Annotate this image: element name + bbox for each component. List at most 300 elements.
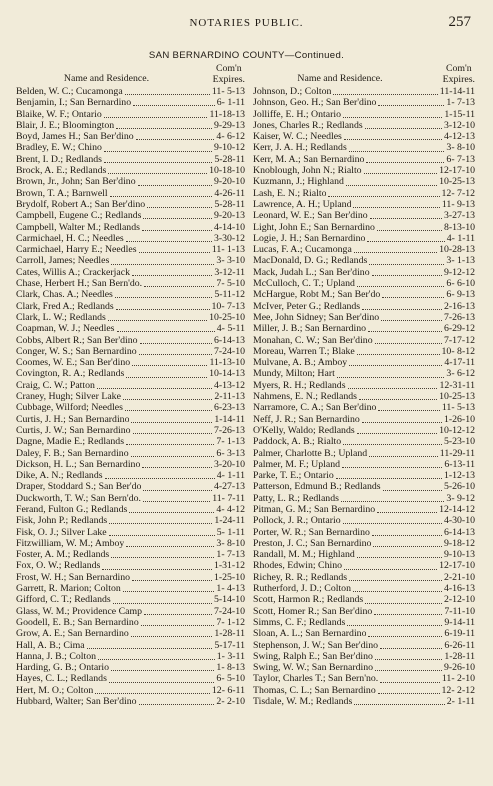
- notary-name-residence: Jolliffe, E. H.; Ontario: [253, 108, 341, 120]
- dot-leader: [337, 375, 445, 378]
- notary-name-residence: Clark, Chas. A.; Needles: [16, 289, 113, 301]
- notary-name-residence: Tisdale, W. M.; Redlands: [253, 696, 353, 708]
- dot-leader: [113, 601, 212, 604]
- notary-entry: [16, 368, 245, 379]
- notary-name-residence: Fox, O. W.; Redlands: [16, 560, 101, 572]
- notary-name-residence: Curtis, J. H.; San Bernardino: [16, 413, 130, 425]
- dot-leader: [139, 702, 215, 705]
- commission-expires-date: 6-26-11: [444, 639, 475, 651]
- dot-leader: [143, 488, 212, 491]
- notary-entry: [253, 131, 475, 142]
- notary-entry: [253, 86, 475, 97]
- notary-entry: [253, 176, 475, 187]
- commission-expires-date: 3- 6-12: [446, 368, 475, 380]
- commission-expires-date: 3-27-13: [443, 210, 475, 222]
- dot-leader: [139, 352, 212, 355]
- commission-expires-date: 3- 9-12: [446, 492, 475, 504]
- notary-name-residence: McCulloch, C. T.; Upland: [253, 278, 355, 290]
- notary-entry: [16, 391, 245, 402]
- dot-leader: [126, 375, 207, 378]
- commission-expires-date: 1-28-11: [214, 628, 245, 640]
- notary-entry: [16, 402, 245, 413]
- notary-entry: [16, 662, 245, 673]
- dot-leader: [333, 92, 437, 95]
- dot-leader: [131, 454, 215, 457]
- dot-leader: [147, 205, 212, 208]
- dot-leader: [116, 307, 210, 310]
- commission-expires-date: 2-12-10: [443, 594, 475, 606]
- dot-leader: [342, 465, 442, 468]
- dot-leader: [115, 295, 212, 298]
- notary-name-residence: Dagne, Madie E.; Redlands: [16, 436, 125, 448]
- notary-entry: [16, 515, 245, 526]
- commission-expires-date: 4-30-10: [443, 515, 475, 527]
- notary-name-residence: Mulvane, A. B.; Amboy: [253, 357, 348, 369]
- dot-leader: [369, 454, 438, 457]
- notary-name-residence: Palmer, Charlotte B.; Upland: [253, 447, 368, 459]
- commission-expires-date: 11- 9-13: [441, 198, 475, 210]
- dot-leader: [362, 420, 442, 423]
- notary-name-residence: McHargue, Robt M.; San Ber'do: [253, 289, 381, 301]
- notary-entry: [16, 289, 245, 300]
- notary-entry: [253, 594, 475, 605]
- commission-expires-date: 1- 7-13: [216, 549, 245, 561]
- notary-name-residence: Porter, W. R.; San Bernardino: [253, 526, 370, 538]
- dot-leader: [111, 555, 214, 558]
- notary-name-residence: Palmer, M. F.; Upland: [253, 458, 340, 470]
- notary-entry: [253, 312, 475, 323]
- commission-expires-date: 5-17-11: [214, 639, 245, 651]
- dot-leader: [349, 149, 445, 152]
- notary-name-residence: Mee, John Sidney; San Ber'dino: [253, 311, 380, 323]
- dot-leader: [131, 420, 212, 423]
- notary-entry: [253, 289, 475, 300]
- dot-leader: [131, 634, 213, 637]
- dot-leader: [133, 431, 212, 434]
- notary-entry: [16, 188, 245, 199]
- notary-entry: [16, 640, 245, 651]
- dot-leader: [377, 510, 437, 513]
- notary-name-residence: Neff, J. R.; San Bernardino: [253, 413, 360, 425]
- commission-expires-date: 6- 3-13: [216, 447, 245, 459]
- dot-leader: [125, 92, 210, 95]
- dot-leader: [349, 363, 442, 366]
- commission-expires-date: 3-20-10: [213, 458, 245, 470]
- notary-entry: [253, 414, 475, 425]
- commission-expires-date: 3- 8-10: [216, 537, 245, 549]
- notary-name-residence: Rutherford, J. D.; Colton: [253, 583, 351, 595]
- dot-leader: [104, 149, 212, 152]
- notary-name-residence: Preston, J. C.; San Bernardino: [253, 537, 372, 549]
- notary-entry: [253, 244, 475, 255]
- dot-leader: [105, 476, 215, 479]
- commission-expires-date: 7- 1-13: [216, 436, 245, 448]
- dot-leader: [375, 668, 442, 671]
- notary-name-residence: Cobbs, Albert R.; San Ber'dino: [16, 334, 138, 346]
- dot-leader: [102, 567, 212, 570]
- expires-heading-line2: Expires.: [212, 73, 245, 85]
- dot-leader: [136, 137, 215, 140]
- notary-entry: [253, 448, 475, 459]
- expires-column-heading: [213, 64, 245, 85]
- commission-expires-date: 3- 8-10: [446, 142, 475, 154]
- dot-leader: [132, 273, 212, 276]
- dot-leader: [104, 115, 208, 118]
- commission-expires-date: 7-11-10: [444, 605, 475, 617]
- notary-name-residence: Nahmens, E. N.; Redlands: [253, 391, 357, 403]
- dot-leader: [370, 216, 442, 219]
- commission-expires-date: 11-18-13: [209, 108, 245, 120]
- notary-name-residence: MacDonald, D. G.; Redlands: [253, 255, 368, 267]
- notary-entry: [253, 301, 475, 312]
- dot-leader: [364, 171, 437, 174]
- notary-entry: [16, 323, 245, 334]
- notary-entry: [16, 606, 245, 617]
- notary-entry: [253, 685, 475, 696]
- dot-leader: [141, 623, 215, 626]
- notary-entry: [253, 188, 475, 199]
- notary-entry: [16, 165, 245, 176]
- notary-entry: [16, 628, 245, 639]
- commission-expires-date: 11- 2-10: [441, 673, 475, 685]
- dot-leader: [366, 160, 444, 163]
- notary-entry: [16, 527, 245, 538]
- notary-name-residence: McIver, Peter G.; Redlands: [253, 300, 361, 312]
- dot-leader: [97, 386, 212, 389]
- commission-expires-date: 9-10-13: [443, 549, 475, 561]
- notary-name-residence: Draper, Stoddard S.; San Ber'do: [16, 481, 142, 493]
- dot-leader: [374, 612, 442, 615]
- commission-expires-date: 5- 1-11: [216, 526, 245, 538]
- notary-name-residence: Monahan, C. W.; San Ber'dino: [253, 334, 373, 346]
- notary-name-residence: Lawrence, A. H.; Upland: [253, 198, 352, 210]
- notary-entry: [253, 402, 475, 413]
- notary-name-residence: Lucas, F. A.; Cucamonga: [253, 244, 352, 256]
- notary-entry: [253, 120, 475, 131]
- notary-entry: [16, 448, 245, 459]
- commission-expires-date: 11-14-11: [439, 86, 475, 97]
- dot-leader: [344, 567, 437, 570]
- commission-expires-date: 9-20-13: [213, 210, 245, 222]
- notary-name-residence: Chase, Herbert H.; San Bern'do.: [16, 278, 143, 290]
- notary-name-residence: Hayes, C. L.; Redlands: [16, 673, 107, 685]
- notary-name-residence: Cubbage, Wilford; Needles: [16, 402, 123, 414]
- dot-leader: [110, 194, 213, 197]
- notary-entry: [16, 696, 245, 707]
- commission-expires-date: 12-14-12: [439, 503, 475, 515]
- notary-entry: [253, 380, 475, 391]
- notary-entry: [253, 425, 475, 436]
- notary-name-residence: Fisk, John P.; Redlands: [16, 515, 108, 527]
- notary-entry: [253, 368, 475, 379]
- commission-expires-date: 4-12-13: [443, 131, 475, 143]
- commission-expires-date: 5-23-10: [443, 436, 475, 448]
- expires-heading-line1: Com'n: [445, 63, 472, 74]
- dot-leader: [95, 691, 210, 694]
- dot-leader: [132, 363, 207, 366]
- notary-name-residence: Patty, L. R.; Redlands: [253, 492, 339, 504]
- dot-leader: [109, 521, 212, 524]
- notary-name-residence: Craig, C. W.; Patton: [16, 379, 95, 391]
- notary-entry: [16, 481, 245, 492]
- commission-expires-date: 10-25-10: [209, 311, 245, 323]
- notary-name-residence: Foster, A. M.; Redlands: [16, 549, 110, 561]
- notary-name-residence: Glass, W. M.; Providence Camp: [16, 605, 142, 617]
- left-column-header: [16, 64, 245, 86]
- notary-entry: [16, 549, 245, 560]
- dot-leader: [109, 680, 215, 683]
- notary-name-residence: Hanna, J. B.; Colton: [16, 650, 97, 662]
- commission-expires-date: 12-17-10: [439, 560, 475, 572]
- left-column: [16, 64, 245, 707]
- notary-name-residence: Paddock, A. B.; Rialto: [253, 436, 342, 448]
- commission-expires-date: 10-12-12: [439, 424, 475, 436]
- dot-leader: [380, 680, 440, 683]
- notary-name-residence: Carmichael, H. C.; Needles: [16, 232, 124, 244]
- commission-expires-date: 1- 7-13: [446, 97, 475, 109]
- commission-expires-date: 4- 6-12: [216, 131, 245, 143]
- commission-expires-date: 7- 1-12: [216, 616, 245, 628]
- dot-leader: [123, 397, 212, 400]
- commission-expires-date: 5-26-10: [443, 481, 475, 493]
- notary-name-residence: Fisk, O. J.; Silver Lake: [16, 526, 107, 538]
- dot-leader: [354, 250, 437, 253]
- notary-entry: [16, 357, 245, 368]
- notary-name-residence: Boyd, James H.; San Ber'dino: [16, 131, 134, 143]
- notary-entry: [253, 606, 475, 617]
- dot-leader: [328, 194, 439, 197]
- commission-expires-date: 7-24-10: [213, 605, 245, 617]
- notary-name-residence: Blair, J. E.; Bloomington: [16, 119, 115, 131]
- commission-expires-date: 7-24-10: [213, 345, 245, 357]
- commission-expires-date: 5-28-11: [214, 198, 245, 210]
- commission-expires-date: 10-25-13: [439, 176, 475, 188]
- notary-entry: [253, 222, 475, 233]
- notary-name-residence: Sloan, A. L.; San Bernardino: [253, 628, 367, 640]
- commission-expires-date: 1- 8-13: [216, 662, 245, 674]
- notary-entry: [253, 504, 475, 515]
- notary-entry: [253, 481, 475, 492]
- notary-name-residence: Swing, Ralph E.; San Ber'dino: [253, 650, 373, 662]
- notary-entry: [253, 651, 475, 662]
- notary-name-residence: Frost, W. H.; San Bernardino: [16, 571, 131, 583]
- commission-expires-date: 2- 1-11: [446, 696, 475, 708]
- notary-name-residence: Parke, T. E.; Ontario: [253, 470, 334, 482]
- notary-entry: [253, 583, 475, 594]
- notary-name-residence: Bradley, E. W.; Chino: [16, 142, 102, 154]
- notary-name-residence: Garrett, R. Marion; Colton: [16, 583, 121, 595]
- notary-name-residence: Fitzwilliam, W. M.; Amboy: [16, 537, 125, 549]
- notary-entry: [16, 583, 245, 594]
- notary-name-residence: Richey, R. R.; Redlands: [253, 571, 348, 583]
- dot-leader: [111, 262, 214, 265]
- commission-expires-date: 1- 4-13: [216, 583, 245, 595]
- commission-expires-date: 11- 7-11: [212, 492, 245, 504]
- notary-entry: [16, 459, 245, 470]
- commission-expires-date: 5-28-11: [214, 153, 245, 165]
- notary-name-residence: Coomes, W. E.; San Ber'dino: [16, 357, 131, 369]
- notary-name-residence: Belden, W. C.; Cucamonga: [16, 86, 123, 97]
- notary-entry: [16, 312, 245, 323]
- notary-entry: [16, 560, 245, 571]
- dot-leader: [343, 442, 442, 445]
- notary-entry: [253, 335, 475, 346]
- dot-leader: [348, 386, 438, 389]
- commission-expires-date: 9-10-12: [213, 142, 245, 154]
- commission-expires-date: 12- 6-11: [211, 684, 245, 696]
- notary-name-residence: Brydolf, Robert A.; San Ber'dino: [16, 198, 146, 210]
- dot-leader: [142, 465, 212, 468]
- commission-expires-date: 1-25-10: [213, 571, 245, 583]
- notary-entry: [253, 628, 475, 639]
- commission-expires-date: 9-18-12: [443, 537, 475, 549]
- commission-expires-date: 2-11-13: [214, 391, 245, 403]
- commission-expires-date: 12-31-11: [439, 379, 475, 391]
- dot-leader: [349, 578, 442, 581]
- dot-leader: [111, 668, 214, 671]
- dot-leader: [139, 250, 210, 253]
- notary-entry: [16, 255, 245, 266]
- notary-name-residence: Simms, C. F.; Redlands: [253, 616, 346, 628]
- notary-entry: [253, 323, 475, 334]
- commission-expires-date: 4-14-10: [213, 221, 245, 233]
- commission-expires-date: 3-30-12: [213, 232, 245, 244]
- notary-entry: [253, 459, 475, 470]
- dot-leader: [362, 307, 442, 310]
- dot-leader: [126, 442, 214, 445]
- notary-name-residence: Dickson, H. L.; San Bernardino: [16, 458, 141, 470]
- commission-expires-date: 10-25-13: [439, 391, 475, 403]
- commission-expires-date: 1-12-13: [443, 470, 475, 482]
- dot-leader: [341, 499, 445, 502]
- expires-column-heading: [443, 64, 475, 85]
- dot-leader: [144, 284, 214, 287]
- notary-name-residence: Lash, E. N.; Rialto: [253, 187, 327, 199]
- notary-entry: [16, 131, 245, 142]
- dot-leader: [375, 341, 442, 344]
- dot-leader: [108, 318, 207, 321]
- commission-expires-date: 4- 4-12: [216, 503, 245, 515]
- dot-leader: [372, 273, 442, 276]
- notary-entry: [16, 538, 245, 549]
- dot-leader: [368, 634, 442, 637]
- notary-entry: [253, 210, 475, 221]
- notary-entry: [253, 617, 475, 628]
- dot-leader: [126, 239, 212, 242]
- commission-expires-date: 6- 5-10: [216, 673, 245, 685]
- notary-entry: [16, 222, 245, 233]
- notary-name-residence: Brown, T. A.; Barnwell: [16, 187, 108, 199]
- commission-expires-date: 5-11-12: [214, 289, 245, 301]
- dot-leader: [109, 533, 215, 536]
- commission-expires-date: 12- 2-12: [441, 684, 475, 696]
- dot-leader: [378, 408, 440, 411]
- notary-name-residence: Clark, Fred A.; Redlands: [16, 300, 114, 312]
- notary-name-residence: Brock, A. E.; Redlands: [16, 165, 107, 177]
- commission-expires-date: 6- 7-13: [446, 153, 475, 165]
- notary-name-residence: Goodell, E. B.; San Bernardino: [16, 616, 139, 628]
- notary-name-residence: Patterson, Edmund B.; Redlands: [253, 481, 381, 493]
- page-number: 257: [448, 14, 471, 30]
- notary-entry: [253, 357, 475, 368]
- dot-leader: [142, 228, 212, 231]
- dot-leader: [116, 126, 212, 129]
- commission-expires-date: 9-20-10: [213, 176, 245, 188]
- commission-expires-date: 4-16-13: [443, 583, 475, 595]
- dot-leader: [343, 115, 442, 118]
- notary-name-residence: Johnson, D.; Colton: [253, 86, 332, 97]
- dot-leader: [126, 544, 214, 547]
- commission-expires-date: 1-14-11: [214, 413, 245, 425]
- notary-name-residence: Pitman, G. M.; San Bernardino: [253, 503, 376, 515]
- dot-leader: [357, 555, 442, 558]
- notary-entry: [16, 142, 245, 153]
- notary-name-residence: Carroll, James; Needles: [16, 255, 110, 267]
- notary-entry: [16, 470, 245, 481]
- dot-leader: [336, 476, 442, 479]
- notary-entry: [253, 549, 475, 560]
- commission-expires-date: 4-13-12: [213, 379, 245, 391]
- notary-entry: [16, 380, 245, 391]
- commission-expires-date: 12-17-10: [439, 165, 475, 177]
- page-header: [0, 14, 493, 34]
- commission-expires-date: 2-16-13: [443, 300, 475, 312]
- dot-leader: [140, 341, 212, 344]
- dot-leader: [346, 183, 437, 186]
- dot-leader: [347, 623, 442, 626]
- commission-expires-date: 1-15-11: [444, 108, 475, 120]
- dot-leader: [143, 216, 212, 219]
- commission-expires-date: 11- 5-13: [441, 402, 475, 414]
- commission-expires-date: 9-12-12: [443, 266, 475, 278]
- notary-name-residence: Moreau, Warren T.; Blake: [253, 345, 355, 357]
- dot-leader: [380, 646, 442, 649]
- commission-expires-date: 6-19-11: [444, 628, 475, 640]
- notary-entry: [16, 493, 245, 504]
- dot-leader: [365, 126, 442, 129]
- notary-name-residence: Knoblough, John N.; Rialto: [253, 165, 362, 177]
- notary-entry: [16, 199, 245, 210]
- commission-expires-date: 4- 1-11: [446, 232, 475, 244]
- commission-expires-date: 6- 6-10: [446, 278, 475, 290]
- notary-name-residence: Narramore, C. A.; San Ber'dino: [253, 402, 377, 414]
- notary-name-residence: Leonard, W. E.; San Ber'dino: [253, 210, 368, 222]
- dot-leader: [357, 284, 444, 287]
- notary-entry: [16, 233, 245, 244]
- notary-name-residence: Blaike, W. F.; Ontario: [16, 108, 102, 120]
- dot-leader: [123, 589, 215, 592]
- notary-entry: [16, 504, 245, 515]
- dot-leader: [372, 533, 442, 536]
- notary-name-residence: Kaiser, W. C.; Needles: [253, 131, 342, 143]
- dot-leader: [108, 171, 207, 174]
- notary-name-residence: Conger, W. S.; San Bernardino: [16, 345, 137, 357]
- notary-entry: [253, 538, 475, 549]
- commission-expires-date: 4-17-11: [444, 357, 475, 369]
- commission-expires-date: 10-18-10: [209, 165, 245, 177]
- commission-expires-date: 4-27-13: [213, 481, 245, 493]
- dot-leader: [365, 601, 442, 604]
- notary-name-residence: Clark, L. W.; Redlands: [16, 311, 106, 323]
- notary-name-residence: Kerr, M. A.; San Bernardino: [253, 153, 365, 165]
- notary-entry: [253, 255, 475, 266]
- notary-entry: [253, 673, 475, 684]
- notary-entry: [16, 301, 245, 312]
- notary-name-residence: Craney, Hugh; Silver Lake: [16, 391, 121, 403]
- commission-expires-date: 5-14-10: [213, 594, 245, 606]
- commission-expires-date: 4- 5-11: [216, 323, 245, 335]
- commission-expires-date: 7-26-13: [213, 424, 245, 436]
